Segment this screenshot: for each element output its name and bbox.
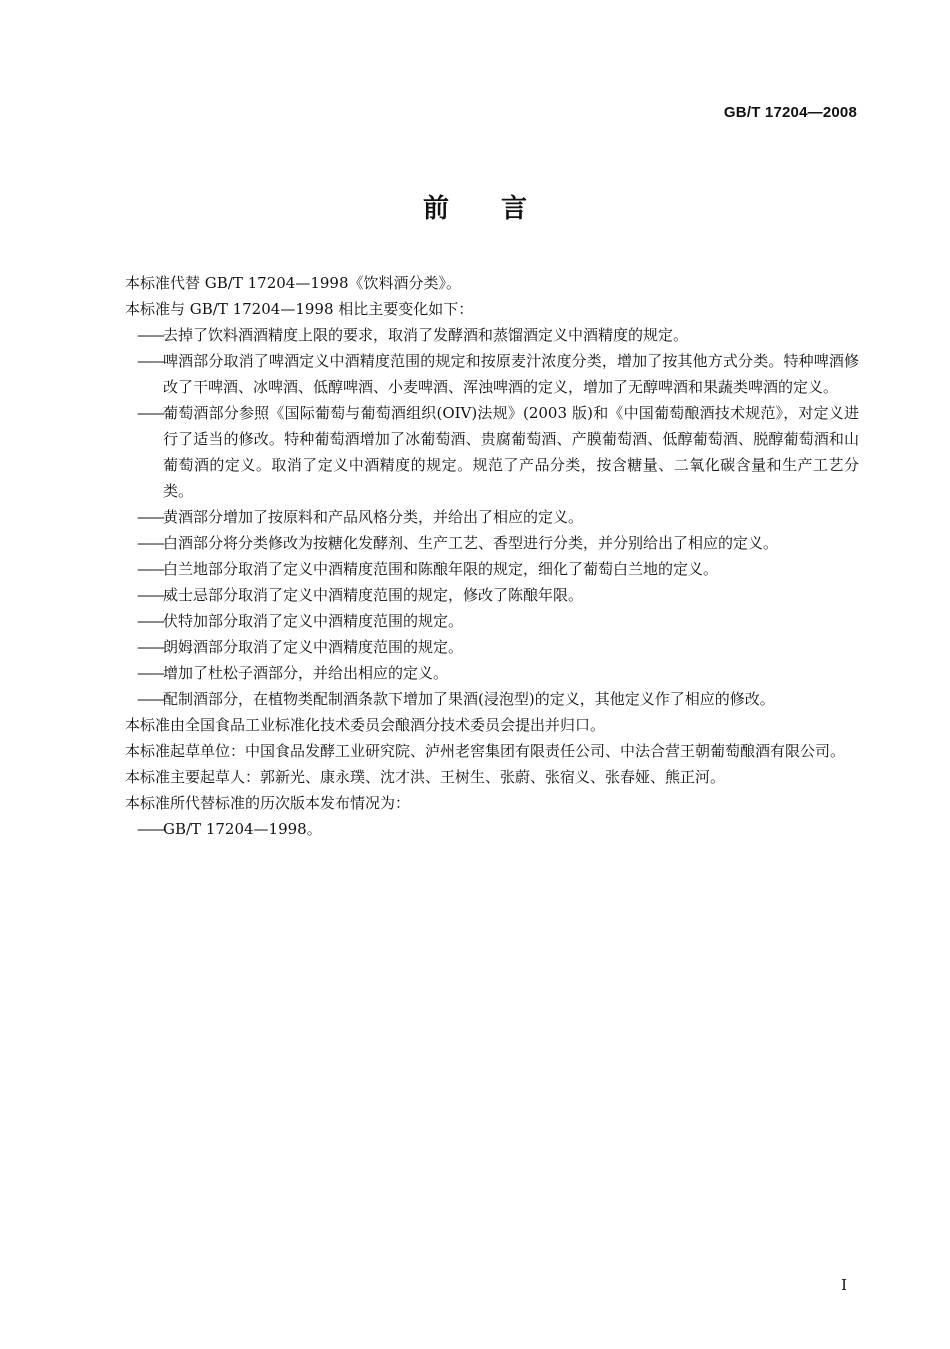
dash-marker: —— <box>137 508 163 526</box>
change-item-text: 朗姆酒部分取消了定义中酒精度范围的规定。 <box>163 638 464 656</box>
dash-marker: —— <box>137 586 163 604</box>
standard-number: GB/T 17204—2008 <box>723 104 857 121</box>
change-item-text: 配制酒部分，在植物类配制酒条款下增加了果酒(浸泡型)的定义，其他定义作了相应的修改。 <box>163 690 775 708</box>
dash-marker: —— <box>137 534 163 552</box>
change-item-text: 白酒部分将分类修改为按糖化发酵剂、生产工艺、香型进行分类，并分别给出了相应的定义。 <box>163 534 779 552</box>
dash-marker: —— <box>137 404 163 422</box>
dash-marker: —— <box>137 664 163 682</box>
history-item-text: GB/T 17204—1998。 <box>163 820 322 838</box>
intro-paragraph: 本标准代替 GB/T 17204—1998《饮料酒分类》。 <box>125 274 461 292</box>
change-item-text: 伏特加部分取消了定义中酒精度范围的规定。 <box>163 612 464 630</box>
drafting-units-paragraph: 本标准起草单位：中国食品发酵工业研究院、泸州老窖集团有限责任公司、中法合营王朝葡萄酿酒有限公司。 <box>125 742 846 760</box>
dash-marker: —— <box>137 638 163 656</box>
change-item <box>95 608 859 634</box>
change-item-text: 啤酒部分取消了啤酒定义中酒精度范围的规定和按原麦汁浓度分类，增加了按其他方式分类。特种啤酒修改了干啤酒、冰啤酒、低醇啤酒、小麦啤酒、浑浊啤酒的定义，增加了无醇啤酒和果蔬类啤酒的定义。 <box>163 352 859 396</box>
change-item-text: 去掉了饮料酒酒精度上限的要求，取消了发酵酒和蒸馏酒定义中酒精度的规定。 <box>163 326 689 344</box>
history-heading: 本标准所代替标准的历次版本发布情况为： <box>125 794 411 812</box>
drafters-paragraph: 本标准主要起草人：郭新光、康永璞、沈才洪、王树生、张蔚、张宿义、张春娅、熊正河。 <box>125 768 726 786</box>
change-item <box>95 634 859 660</box>
dash-marker: —— <box>137 326 163 344</box>
dash-marker: —— <box>137 560 163 578</box>
page-number: I <box>841 1276 847 1294</box>
proposer-paragraph: 本标准由全国食品工业标准化技术委员会酿酒分技术委员会提出并归口。 <box>125 716 606 734</box>
dash-marker: —— <box>137 690 163 708</box>
change-item-text: 黄酒部分增加了按原料和产品风格分类，并给出了相应的定义。 <box>163 508 584 526</box>
page-title: 前言 <box>422 194 579 224</box>
change-item <box>95 582 859 608</box>
change-item-text: 白兰地部分取消了定义中酒精度范围和陈酿年限的规定，细化了葡萄白兰地的定义。 <box>163 560 719 578</box>
change-item <box>95 530 859 556</box>
change-item <box>95 348 859 400</box>
foreword-body <box>95 270 859 842</box>
change-item <box>95 400 859 504</box>
dash-marker: —— <box>137 820 163 838</box>
change-item <box>95 660 859 686</box>
change-item-text: 葡萄酒部分参照《国际葡萄与葡萄酒组织(OIV)法规》(2003 版)和《中国葡萄酿酒技术规范》，对定义进行了适当的修改。特种葡萄酒增加了冰葡萄酒、贵腐葡萄酒、产膜葡萄酒、低醇葡萄酒、脱醇葡萄酒和山葡萄酒的定义。取消了定义中酒精度的规定。规范了产品分类，按含糖量、二氧化碳含量和生产工艺分类。 <box>163 404 859 500</box>
change-item-text: 威士忌部分取消了定义中酒精度范围的规定，修改了陈酿年限。 <box>163 586 584 604</box>
change-item <box>95 556 859 582</box>
change-item-text: 增加了杜松子酒部分，并给出相应的定义。 <box>163 664 449 682</box>
history-item <box>95 816 859 842</box>
intro-paragraph: 本标准与 GB/T 17204—1998 相比主要变化如下： <box>125 300 474 318</box>
dash-marker: —— <box>137 612 163 630</box>
change-item <box>95 322 859 348</box>
change-item <box>95 504 859 530</box>
dash-marker: —— <box>137 352 163 370</box>
change-item <box>95 686 859 712</box>
